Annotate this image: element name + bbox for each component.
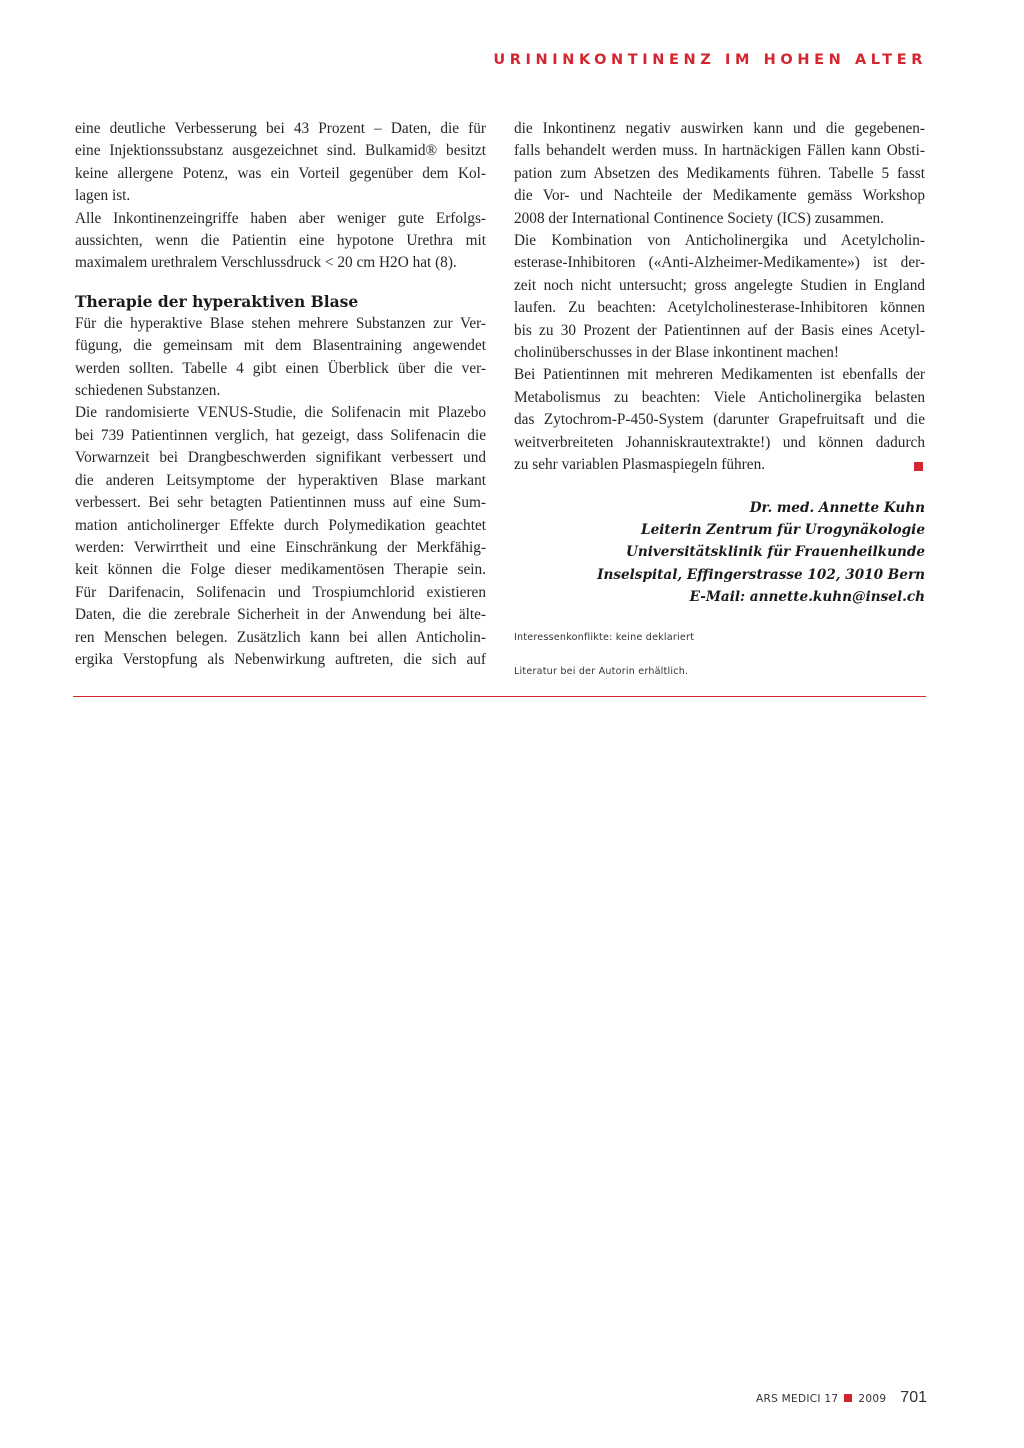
paragraph [514,230,925,364]
author-clinic: Universitätsklinik für Frauenheilkunde [625,544,925,561]
text-line: verbessert. Bei sehr betagten Patientinnen muss auf eine Sum- [75,494,486,512]
section-heading: Therapie der hyperaktiven Blase [75,291,359,311]
text-line: mation anticholinerger Effekte durch Polymedikation geachtet [75,516,486,534]
literature-note: Literatur bei der Autorin erhältlich. [514,665,689,677]
right-column [514,118,925,683]
text-line: eine Injektionssubstanz ausgezeichnet sind. Bulkamid® besitzt [75,142,486,160]
text-line: maximalem urethralem Verschlussdruck < 20 cm H2O hat (8). [75,254,457,272]
text-line: das Zytochrom-P-450-System (darunter Grapefruitsaft und die [514,411,925,429]
text-line: Für Darifenacin, Solifenacin und Trospiumchlorid existieren [75,583,486,601]
journal-issue: ARS MEDICI 17 [755,1393,839,1405]
text-line: Daten, die die zerebrale Sicherheit in der Anwendung bei älte- [75,606,486,624]
author-name: Dr. med. Annette Kuhn [749,499,925,516]
paragraph [75,402,486,671]
text-line: werden: Verwirrtheit und eine Einschränkung der Merkfähig- [75,538,486,556]
text-line: die anderen Leitsymptome der hyperaktiven Blase markant [75,471,486,489]
left-column [75,118,486,671]
text-line: Alle Inkontinenzeingriffe haben aber weniger gute Erfolgs- [75,209,486,227]
text-line: ren Menschen belegen. Zusätzlich kann bei allen Anticholin- [75,628,486,646]
text-line: aussichten, wenn die Patientin eine hypotone Urethra mit [75,232,486,250]
running-head-title: URININKONTINENZ IM HOHEN ALTER [493,52,927,68]
text-line: cholinüberschusses in der Blase inkontinent machen! [514,344,839,362]
text-line: Bei Patientinnen mit mehreren Medikamenten ist ebenfalls der [514,366,925,384]
text-line: 2008 der International Continence Society (ICS) zusammen. [514,209,885,227]
paragraph [75,208,486,275]
conflict-of-interest-note: Interessenkonflikte: keine deklariert [514,631,695,643]
text-line: bis zu 30 Prozent der Patientinnen auf der Basis eines Acetyl- [514,321,925,339]
paragraph [514,364,925,476]
paragraph [75,313,486,403]
text-line: Für die hyperaktive Blase stehen mehrere Substanzen zur Ver- [75,314,486,332]
author-address: Inselspital, Effingerstrasse 102, 3010 Bern [597,566,925,583]
text-line: die Vor- und Nachteile der Medikamente gemäss Workshop [514,187,925,205]
paragraph [514,118,925,230]
text-line: die Inkontinenz negativ auswirken kann und die gegebenen- [514,120,925,137]
text-line: bei 739 Patientinnen verglich, hat gezeigt, dass Solifenacin die [75,426,486,444]
journal-year: 2009 [858,1393,887,1405]
text-line: fügung, die gemeinsam mit dem Blasentraining angewendet [75,337,486,355]
section-divider [73,696,926,697]
text-line: keine allergene Potenz, was ein Vorteil gegenüber dem Kol- [75,164,486,182]
text-line: Vorwarnzeit bei Drangbeschwerden signifikant verbessert und [75,449,486,467]
text-line: zu sehr variablen Plasmaspiegeln führen. [514,456,766,474]
text-line: schiedenen Substanzen. [75,382,221,400]
text-line: Metabolismus zu beachten: Viele Anticholinergika belasten [514,388,925,406]
author-position: Leiterin Zentrum für Urogynäkologie [641,521,925,538]
text-line: keit können die Folge dieser medikamentösen Therapie sein. [75,561,486,579]
author-block [514,497,925,609]
text-line: laufen. Zu beachten: Acetylcholinesterase-Inhibitoren können [514,299,925,317]
text-line: ergika Verstopfung als Nebenwirkung auftreten, die sich auf [75,650,486,668]
text-line: lagen ist. [75,187,131,205]
text-line: esterase-Inhibitoren («Anti-Alzheimer-Medikamente») ist der- [514,254,925,272]
end-of-article-mark [914,462,923,471]
text-line: Die randomisierte VENUS-Studie, die Solifenacin mit Plazebo [75,404,486,422]
text-line: eine deutliche Verbesserung bei 43 Prozent – Daten, die für [75,120,486,137]
page-number: 701 [900,1389,927,1406]
text-line: falls behandelt werden muss. In hartnäckigen Fällen kann Obsti- [514,142,925,160]
text-line: Die Kombination von Anticholinergika und Acetylcholin- [514,232,925,250]
paragraph [75,118,486,208]
text-line: pation zum Absetzen des Medikaments führen. Tabelle 5 fasst [514,164,925,182]
page-footer [756,1389,927,1407]
author-email[interactable]: E-Mail: annette.kuhn@insel.ch [689,589,925,606]
text-line: weitverbreiteten Johanniskrautextrakte!) und können dadurch [514,433,925,451]
text-line: zeit noch nicht untersucht; gross angelegte Studien in England [514,276,925,294]
footer-square-icon [844,1394,852,1402]
text-line: werden sollten. Tabelle 4 gibt einen Überblick über die ver- [75,359,486,377]
